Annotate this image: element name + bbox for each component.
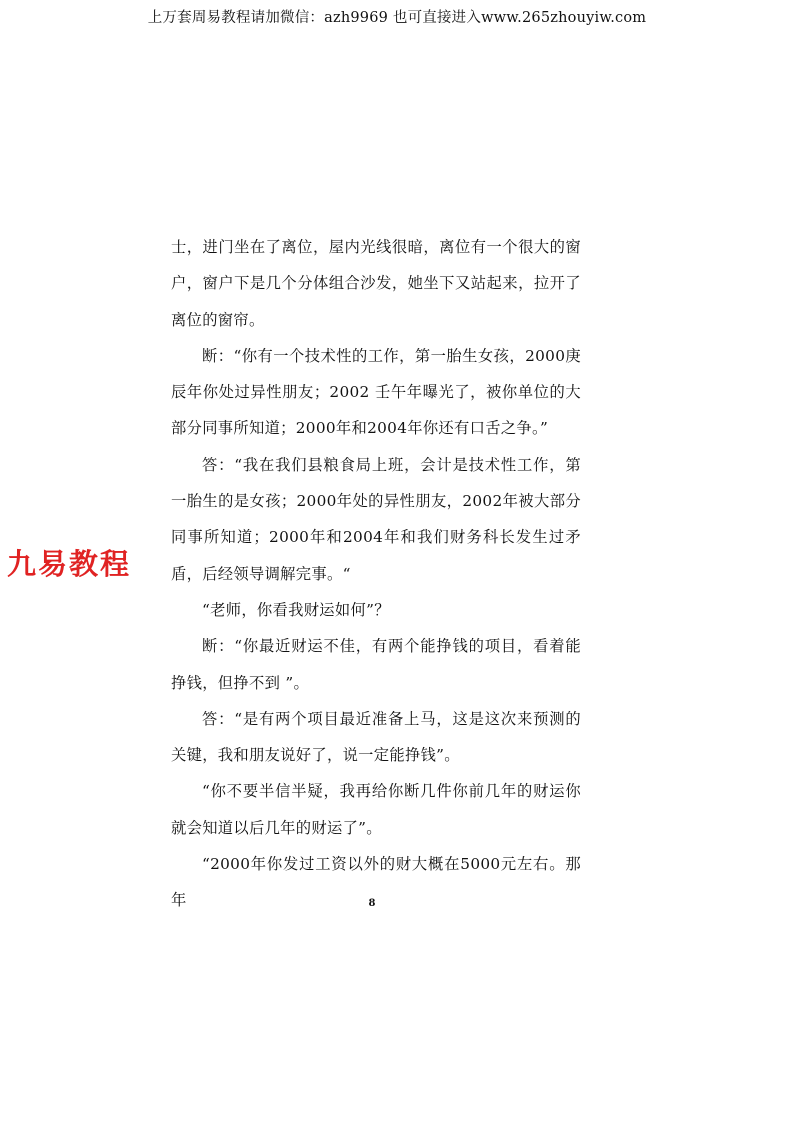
body-paragraph: 答：“我在我们县粮食局上班，会计是技术性工作，第一胎生的是女孩；2000年处的异性朋友，2002年被大部分同事所知道；2000年和2004年和我们财务科长发生过矛盾，后经领导调解完事。“ bbox=[171, 455, 581, 583]
body-paragraph: “你不要半信半疑，我再给你断几件你前几年的财运你就会知道以后几年的财运了”。 bbox=[171, 782, 581, 837]
body-paragraph: “老师，你看我财运如何”？ bbox=[202, 600, 390, 619]
watermark-logo: 九易教程 bbox=[7, 547, 132, 581]
body-paragraph: 断：“你最近财运不佳，有两个能挣钱的项目，看着能挣钱，但挣不到 ”。 bbox=[171, 637, 581, 692]
body-paragraph: 断：“你有一个技术性的工作，第一胎生女孩，2000庚辰年你处过异性朋友；2002 壬午年曝光了，被你单位的大部分同事所知道；2000年和2004年你还有口舌之争。” bbox=[171, 346, 581, 438]
body-paragraph: 答：“是有两个项目最近准备上马，这是这次来预测的关键，我和朋友说好了，说一定能挣钱”。 bbox=[171, 709, 581, 765]
page-header: 上万套周易教程请加微信：azh9969 也可直接进入www.265zhouyiw.com bbox=[147, 10, 647, 26]
document-body bbox=[171, 229, 581, 919]
page-number: 8 bbox=[368, 898, 376, 909]
body-paragraph: “2000年你发过工资以外的财大概在5000元左右。那年 bbox=[171, 855, 581, 910]
body-paragraph: 士，进门坐在了离位，屋内光线很暗，离位有一个很大的窗户，窗户下是几个分体组合沙发，她坐下又站起来，拉开了离位的窗帘。 bbox=[171, 238, 581, 329]
